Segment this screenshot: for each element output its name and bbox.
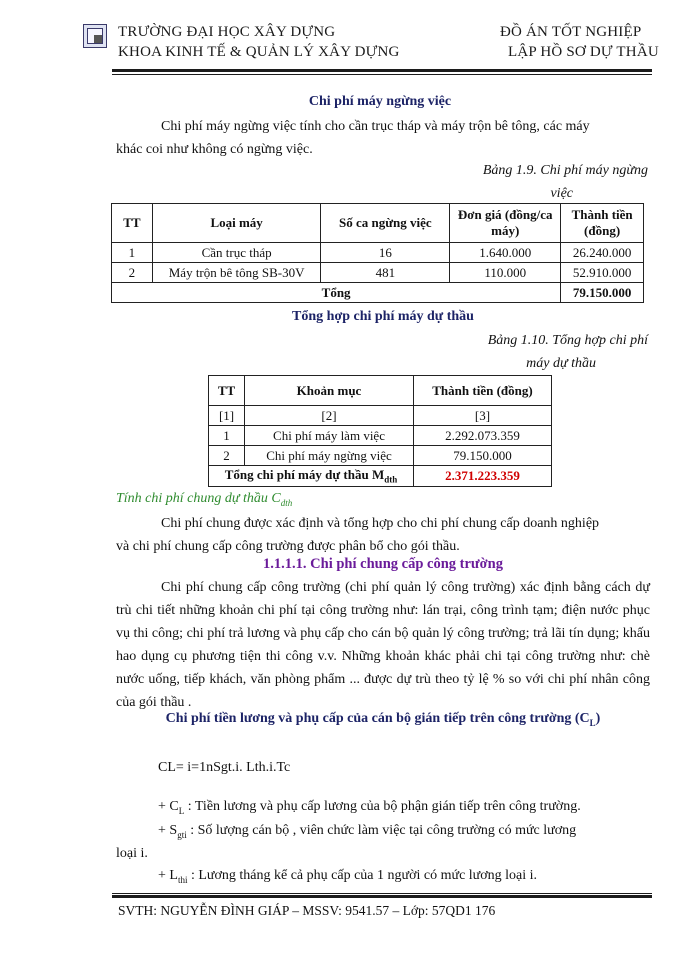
table-cell: 16 xyxy=(321,243,450,263)
section-title-machine-summary: Tổng hợp chi phí máy dự thầu xyxy=(292,309,474,324)
symbol-sub: thi xyxy=(177,874,188,885)
symbol-sub: L xyxy=(178,805,185,816)
table-cell: 1 xyxy=(112,243,153,263)
table-header: TT xyxy=(112,204,153,243)
table-cell: Chi phí máy ngừng việc xyxy=(245,446,414,466)
table-cell: [3] xyxy=(413,406,551,426)
table-caption-1-10 xyxy=(400,329,648,375)
definition-sgti xyxy=(158,823,576,840)
section-title-idle-machine: Chi phí máy ngừng việc xyxy=(308,94,452,109)
table-total-row xyxy=(209,466,552,487)
symbol-sub: gti xyxy=(177,829,187,840)
header-line: Đơn giá (đồng/ca máy) xyxy=(457,207,553,238)
header-school: TRƯỜNG ĐẠI HỌC XÂY DỰNG xyxy=(118,24,336,40)
table-header: TT xyxy=(209,376,245,406)
caption-line: Bảng 1.9. Chi phí máy ngừng xyxy=(482,163,648,178)
header-project: ĐỒ ÁN TỐT NGHIỆP xyxy=(500,24,642,40)
table-header: Khoản mục xyxy=(245,376,414,406)
symbol: + S xyxy=(158,823,178,838)
total-label-text: Tổng chi phí máy dự thầu M xyxy=(224,467,385,483)
definition-cl xyxy=(158,799,581,816)
table-cell: 52.910.000 xyxy=(561,263,644,283)
header-rule xyxy=(112,69,652,72)
total-value: 2.371.223.359 xyxy=(413,466,551,487)
caption-line: Bảng 1.10. Tổng hợp chi phí xyxy=(487,333,648,348)
table-idle-machine-cost xyxy=(111,203,644,303)
table-cell: 1.640.000 xyxy=(450,243,561,263)
total-label: Tổng xyxy=(112,283,561,303)
table-header xyxy=(561,204,644,243)
table-machine-summary xyxy=(208,375,552,487)
footer-rule xyxy=(112,895,652,898)
paragraph-line: và chi phí chung cấp công trường được phân bổ cho gói thầu. xyxy=(116,539,460,554)
section-title-general-cost xyxy=(116,491,292,508)
header-topic: LẬP HỒ SƠ DỰ THẦU xyxy=(508,44,659,60)
symbol: + L xyxy=(158,868,178,883)
table-header xyxy=(450,204,561,243)
title-text: Tính chi phí chung dự thầu C xyxy=(116,491,281,506)
university-logo-icon xyxy=(83,24,107,48)
table-cell: [2] xyxy=(245,406,414,426)
table-header: Thành tiền (đồng) xyxy=(413,376,551,406)
paragraph-site-cost xyxy=(116,576,650,714)
total-label xyxy=(209,466,414,487)
table-caption-1-9 xyxy=(420,159,648,205)
formula-cl: CL= i=1nSgt.i. Lth.i.Tc xyxy=(158,760,291,775)
heading-1-1-1-1: 1.1.1.1. Chi phí chung cấp công trường xyxy=(263,556,503,572)
table-total-row xyxy=(112,283,644,303)
section-title-indirect-salary xyxy=(0,711,700,728)
table-cell: 79.150.000 xyxy=(413,446,551,466)
paragraph-text: Chi phí chung cấp công trường (chi phí quản lý công trường) xác định bằng cách dự trù chi tiết những khoản chi phí tại công trường như: lán trại, công trình tạm; điện nước phục vụ thi công; chi phí trả lương và phụ cấp cho cán bộ quản lý công trường; trả lãi tín dụng; khấu hao dụng cụ phương tiện thi công v.v. Những khoản khác phải chi tại công trường như: chè nước uống, tiếp khách, văn phòng phẩm ... được dự trù theo tỷ lệ % so với chi phí nhân công của gói thầu . xyxy=(116,580,650,710)
definition-sgti-cont: loại i. xyxy=(116,846,148,861)
header-line: Thành tiền (đồng) xyxy=(571,207,633,238)
table-row xyxy=(209,406,552,426)
definition-text: : Số lượng cán bộ , viên chức làm việc tại công trường có mức lương xyxy=(186,823,577,838)
header-rule-thin xyxy=(112,74,652,75)
table-cell: Máy trộn bê tông SB-30V xyxy=(152,263,321,283)
title-sub: L xyxy=(589,717,596,728)
table-row xyxy=(112,263,644,283)
total-value: 79.150.000 xyxy=(561,283,644,303)
header-faculty: KHOA KINH TẾ & QUẢN LÝ XÂY DỰNG xyxy=(118,44,400,60)
title-text: Chi phí tiền lương và phụ cấp của cán bộ gián tiếp trên công trường (C xyxy=(165,711,590,726)
caption-line: việc xyxy=(550,186,573,201)
definition-lthi xyxy=(158,868,537,885)
paragraph-idle-machine xyxy=(116,115,650,161)
definition-text: : Lương tháng kể cả phụ cấp của 1 người có mức lương loại i. xyxy=(187,868,538,883)
table-cell: 481 xyxy=(321,263,450,283)
paragraph-general-cost xyxy=(116,512,650,558)
paragraph-line: Chi phí chung được xác định và tổng hợp cho chi phí chung cấp doanh nghiệp xyxy=(161,516,600,531)
table-row xyxy=(209,446,552,466)
footer-student-info: SVTH: NGUYỄN ĐÌNH GIÁP – MSSV: 9541.57 – Lớp: 57QD1 176 xyxy=(118,903,496,918)
table-cell: 110.000 xyxy=(450,263,561,283)
total-label-sub: dth xyxy=(384,474,398,485)
table-header: Loại máy xyxy=(152,204,321,243)
table-row xyxy=(209,426,552,446)
table-cell: 2 xyxy=(112,263,153,283)
table-cell: 2 xyxy=(209,446,245,466)
footer-rule-thin xyxy=(112,893,652,894)
table-cell: Chi phí máy làm việc xyxy=(245,426,414,446)
symbol: + C xyxy=(158,799,179,814)
paragraph-line: khác coi như không có ngừng việc. xyxy=(116,142,313,157)
table-cell: [1] xyxy=(209,406,245,426)
paragraph-line: Chi phí máy ngừng việc tính cho cần trục tháp và máy trộn bê tông, các máy xyxy=(161,119,590,134)
title-sub: dth xyxy=(280,497,293,508)
title-end: ) xyxy=(595,711,601,726)
table-cell: Cần trục tháp xyxy=(152,243,321,263)
caption-line: máy dự thầu xyxy=(526,356,596,371)
table-cell: 26.240.000 xyxy=(561,243,644,263)
table-row xyxy=(112,243,644,263)
table-header: Số ca ngừng việc xyxy=(321,204,450,243)
table-cell: 2.292.073.359 xyxy=(413,426,551,446)
table-cell: 1 xyxy=(209,426,245,446)
definition-text: : Tiền lương và phụ cấp lương của bộ phận gián tiếp trên công trường. xyxy=(184,799,581,814)
